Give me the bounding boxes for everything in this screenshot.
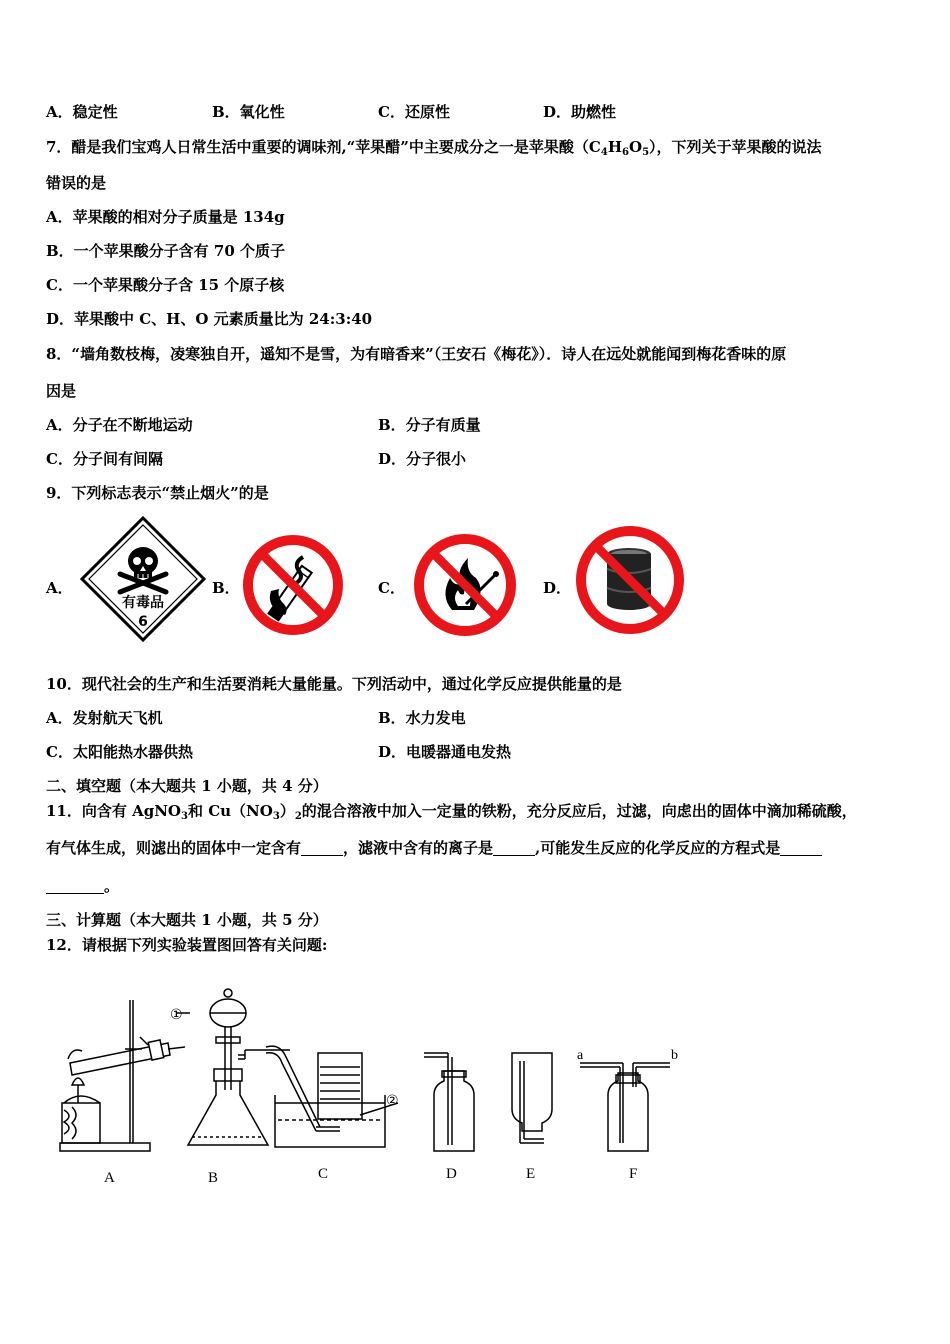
apparatus-figure	[50, 975, 700, 1170]
toxic-sign-number: 6	[138, 614, 148, 630]
apparatus-c-water-trough-icon	[266, 1046, 398, 1147]
q6-option-d: D．助燃性	[543, 103, 617, 121]
q9-stem: 9．下列标志表示“禁止烟火”的是	[46, 484, 269, 502]
section-3-heading: 三、计算题（本大题共 1 小题，共 5 分）	[46, 911, 328, 929]
q9-option-d-label: D．	[543, 579, 572, 597]
q7-stem-line1: 7．醋是我们宝鸡人日常生活中重要的调味剂,“苹果醋”中主要成分之一是苹果酸$(C_4H_6O_5)$，下列关于苹果酸的说法	[46, 138, 822, 158]
apparatus-label-f: F	[629, 1166, 638, 1182]
apparatus-label-b: B	[208, 1170, 219, 1186]
q9-option-a-label: A．	[46, 579, 73, 597]
toxic-sign-text: 有毒品	[122, 595, 164, 611]
q10-option-c: C．太阳能热水器供热	[46, 743, 193, 761]
q6-option-c: C．还原性	[378, 103, 450, 121]
q6-option-b: B．氧化性	[212, 103, 285, 121]
q10-option-b: B．水力发电	[378, 709, 466, 727]
apparatus-marker-1: ①	[170, 1007, 183, 1023]
apparatus-marker-2: ②	[386, 1093, 399, 1109]
q7-option-c: C．一个苹果酸分子含 15 个原子核	[46, 276, 285, 294]
apparatus-f-washing-bottle-icon	[580, 1063, 670, 1151]
q11-blank-2[interactable]	[493, 841, 535, 856]
q11-blank-3[interactable]	[780, 841, 822, 856]
q8-stem-line1: 8．“墙角数枝梅，凌寒独自开，遥知不是雪，为有暗香来”（王安石《梅花》）．诗人在远处就能闻到梅花香味的原	[46, 345, 787, 363]
section-2-heading: 二、填空题（本大题共 1 小题，共 4 分）	[46, 777, 328, 795]
port-b-label: b	[671, 1048, 678, 1063]
q12-stem: 12．请根据下列实验装置图回答有关问题:	[46, 936, 328, 954]
q8-option-d: D．分子很小	[378, 450, 467, 468]
q9-option-c-label: C．	[378, 579, 405, 597]
q6-option-a: A．稳定性	[46, 103, 118, 121]
apparatus-label-c: C	[318, 1166, 329, 1182]
apparatus-label-a: A	[104, 1170, 115, 1186]
q7-option-b: B．一个苹果酸分子含有 70 个质子	[46, 242, 285, 260]
q8-stem-line2: 因是	[46, 382, 77, 400]
no-oil-drum-sign-icon	[574, 524, 686, 636]
q7-option-a: A．苹果酸的相对分子质量是 134g	[46, 208, 285, 226]
q7-option-d: D．苹果酸中 C、H、O 元素质量比为 24:3:40	[46, 310, 373, 328]
apparatus-a-heating-icon	[60, 1000, 185, 1151]
port-a-label: a	[577, 1048, 584, 1063]
q11-blank-1[interactable]	[301, 841, 343, 856]
q10-option-a: A．发射航天飞机	[46, 709, 163, 727]
q11-stem-line2: 有气体生成，则滤出的固体中一定含有 ，滤液中含有的离子是 ,可能发生反应的化学反应的方程式是	[46, 838, 822, 858]
apparatus-label-d: D	[446, 1166, 457, 1182]
apparatus-b-flask-icon	[176, 989, 290, 1145]
q7-stem-line2: 错误的是	[46, 174, 107, 192]
apparatus-d-gas-bottle-icon	[424, 1053, 474, 1151]
no-fire-sign-icon	[412, 532, 518, 638]
q11-blank-3-continued[interactable]	[46, 879, 104, 894]
toxic-sign-icon	[80, 516, 206, 642]
no-smoking-sign-icon	[241, 533, 345, 637]
q11-stem-line1: 11．向含有 AgNO$_3$和 $Cu(NO_3)_2$的混合溶液中加入一定量的铁粉，充分反应后，过滤，向虑出的固体中滴加稀硫酸，	[46, 802, 857, 822]
q8-option-c: C．分子间有间隔	[46, 450, 163, 468]
q10-option-d: D．电暖器通电发热	[378, 743, 512, 761]
q8-option-a: A．分子在不断地运动	[46, 416, 193, 434]
apparatus-label-e: E	[526, 1166, 536, 1182]
q9-option-b-label: B．	[212, 579, 240, 597]
apparatus-e-gas-bottle-icon	[512, 1053, 552, 1143]
q8-option-b: B．分子有质量	[378, 416, 481, 434]
q10-stem: 10．现代社会的生产和生活要消耗大量能量。下列活动中，通过化学反应提供能量的是	[46, 675, 622, 693]
q11-stem-line3: 。	[46, 876, 119, 896]
